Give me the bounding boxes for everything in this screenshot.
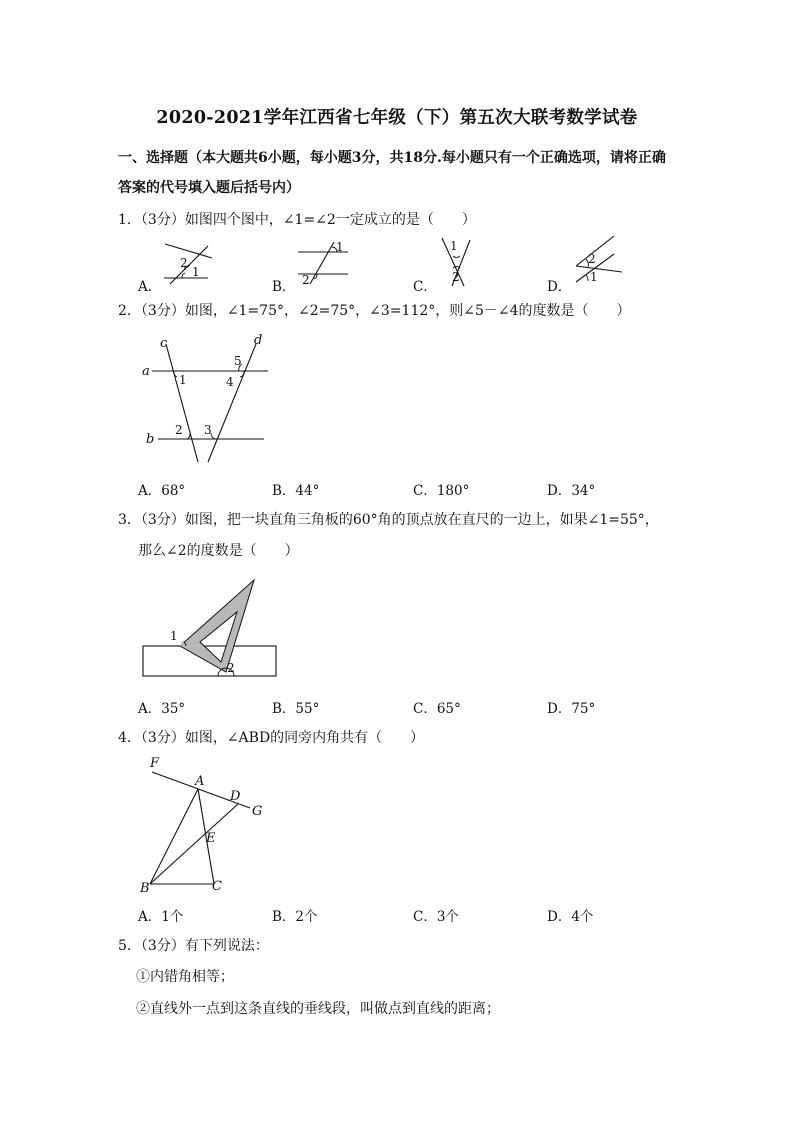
question-4-text: 4．（3分）如图，∠ABD的同旁内角共有（ ） bbox=[118, 730, 425, 746]
q3-option-d[interactable]: D．75° bbox=[547, 701, 596, 717]
q2-option-b[interactable]: B．44° bbox=[272, 483, 320, 499]
q1-figure-c bbox=[436, 236, 486, 288]
q1-figure-b bbox=[296, 238, 356, 286]
q2-label-3: 3 bbox=[204, 423, 212, 437]
q1d-label-2: 2 bbox=[588, 252, 596, 266]
q1-option-b[interactable]: B． bbox=[272, 279, 296, 295]
q1c-label-1: 1 bbox=[450, 239, 458, 253]
q2-label-b: b bbox=[146, 432, 155, 447]
q2-label-4: 4 bbox=[226, 375, 234, 389]
page-title: 2020-2021学年江西省七年级（下）第五次大联考数学试卷 bbox=[156, 108, 638, 128]
q4-figure bbox=[138, 752, 273, 898]
q2-label-2: 2 bbox=[175, 423, 183, 437]
q4-label-C: C bbox=[212, 879, 222, 894]
q4-option-a[interactable]: A．1个 bbox=[138, 909, 184, 925]
q1-option-c[interactable]: C． bbox=[413, 279, 437, 295]
q4-label-G: G bbox=[252, 804, 263, 819]
q3-label-1: 1 bbox=[170, 629, 178, 643]
q1d-label-1: 1 bbox=[590, 270, 598, 284]
q3-option-b[interactable]: B．55° bbox=[272, 701, 320, 717]
q1b-label-1: 1 bbox=[336, 240, 344, 254]
q4-label-A: A bbox=[195, 774, 205, 789]
question-1-text: 1．（3分）如图四个图中，∠1=∠2一定成立的是（ ） bbox=[118, 212, 476, 228]
question-2-text: 2．（3分）如图，∠1=75°，∠2=75°，∠3=112°，则∠5－∠4的度数是（ ） bbox=[118, 303, 631, 319]
question-3-text-line1: 3．（3分）如图，把一块直角三角板的60°角的顶点放在直尺的一边上，如果∠1=55°， bbox=[118, 512, 659, 528]
q1-option-d[interactable]: D． bbox=[547, 279, 572, 295]
q2-option-d[interactable]: D．34° bbox=[547, 483, 596, 499]
q1-figure-d bbox=[572, 234, 632, 288]
q2-label-c: c bbox=[160, 336, 168, 351]
q2-option-a[interactable]: A．68° bbox=[138, 483, 186, 499]
q3-option-a[interactable]: A．35° bbox=[138, 701, 186, 717]
q2-label-5: 5 bbox=[234, 354, 242, 368]
q3-option-c[interactable]: C．65° bbox=[413, 701, 461, 717]
q2-option-c[interactable]: C．180° bbox=[413, 483, 470, 499]
q1-figure-a bbox=[160, 238, 220, 286]
q4-label-B: B bbox=[140, 881, 150, 896]
q5-statement-1: ①内错角相等； bbox=[136, 969, 234, 985]
q4-label-E: E bbox=[206, 831, 216, 846]
q4-option-b[interactable]: B．2个 bbox=[272, 909, 318, 925]
q5-statement-2: ②直线外一点到这条直线的垂线段，叫做点到直线的距离； bbox=[136, 1001, 500, 1017]
q2-label-1: 1 bbox=[179, 373, 187, 387]
q2-label-d: d bbox=[254, 333, 263, 348]
q3-figure bbox=[140, 576, 282, 680]
q2-figure bbox=[140, 330, 275, 470]
q2-label-a: a bbox=[142, 364, 150, 379]
q4-label-D: D bbox=[230, 789, 241, 804]
q4-option-c[interactable]: C．3个 bbox=[413, 909, 459, 925]
q1c-label-2: 2 bbox=[452, 270, 460, 284]
section-heading: 一、选择题（本大题共6小题，每小题3分，共18分.每小题只有一个正确选项，请将正确答案的代号填入题后括号内） bbox=[118, 150, 666, 196]
q4-option-d[interactable]: D．4个 bbox=[547, 909, 594, 925]
q4-label-F: F bbox=[150, 756, 160, 771]
q1-option-a[interactable]: A． bbox=[138, 279, 162, 295]
q1a-label-2: 2 bbox=[180, 256, 188, 270]
question-5-text: 5．（3分）有下列说法： bbox=[118, 938, 269, 954]
q1b-label-2: 2 bbox=[302, 273, 310, 287]
question-3-text-line2: 那么∠2的度数是（ ） bbox=[138, 543, 299, 559]
q1a-label-1: 1 bbox=[192, 265, 200, 279]
q3-label-2: 2 bbox=[227, 661, 235, 675]
